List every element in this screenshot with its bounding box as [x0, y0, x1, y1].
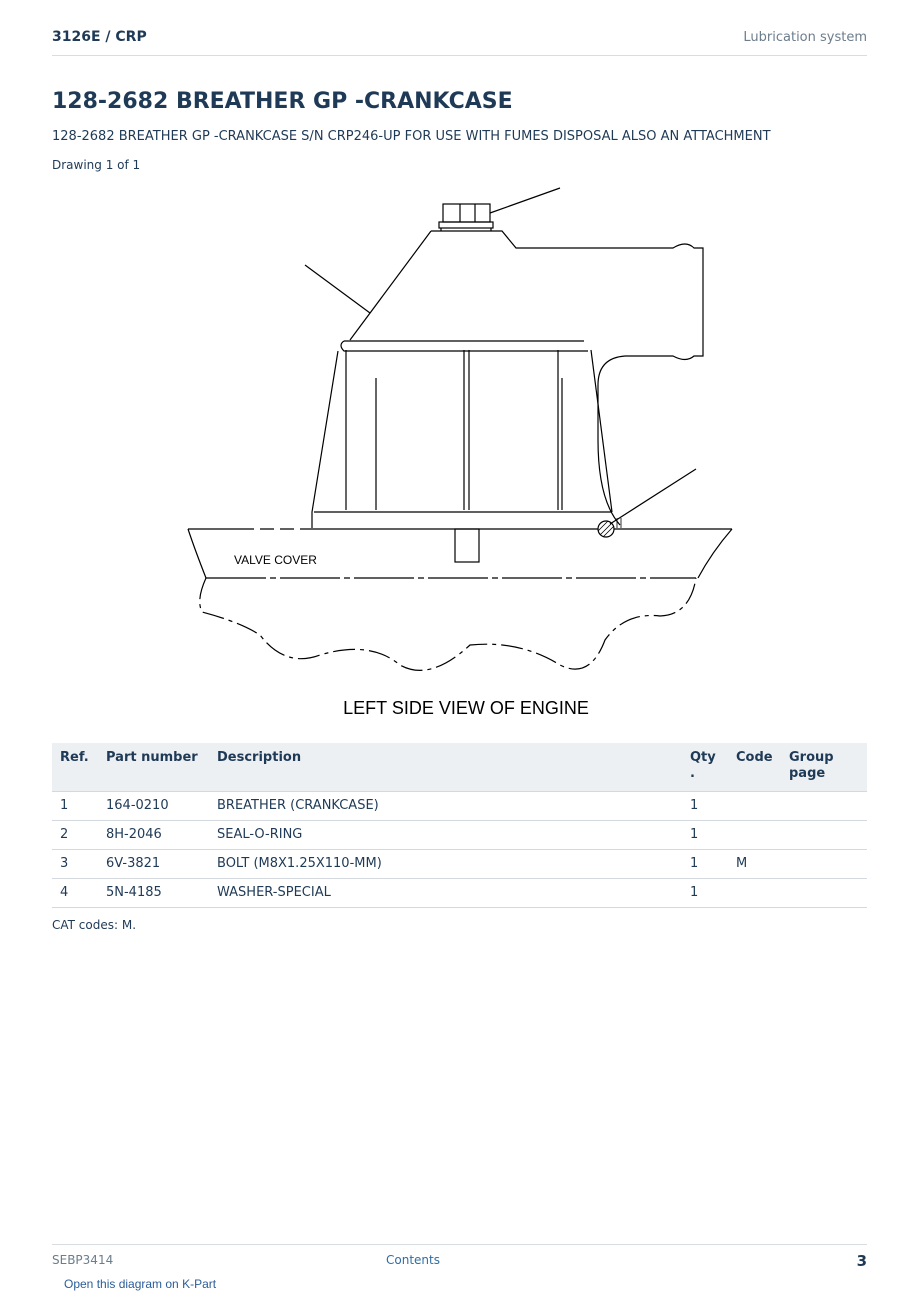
- breather-lower-body: [312, 351, 338, 528]
- cell-qty: 1: [682, 850, 728, 879]
- cell-group-page: [781, 879, 867, 908]
- col-header-description: Description: [209, 743, 682, 792]
- table-header-row: [52, 743, 867, 792]
- leader-line-housing: [305, 265, 370, 313]
- breather-left-slope: [350, 231, 431, 340]
- cell-part-number: 8H-2046: [98, 821, 209, 850]
- cell-group-page: [781, 821, 867, 850]
- open-kpart-link[interactable]: Open this diagram on K-Part: [64, 1277, 217, 1291]
- table-row: [52, 821, 867, 850]
- cell-qty: 1: [682, 792, 728, 821]
- leader-line-seal: [610, 469, 696, 524]
- cell-code: [728, 879, 781, 908]
- diagram-caption: LEFT SIDE VIEW OF ENGINE: [343, 698, 589, 718]
- cell-code: M: [728, 850, 781, 879]
- page-header: [52, 28, 867, 56]
- cell-code: [728, 792, 781, 821]
- footer-divider: [52, 1244, 867, 1245]
- cell-ref: 1: [52, 792, 98, 821]
- cell-ref: 2: [52, 821, 98, 850]
- cell-code: [728, 821, 781, 850]
- breather-top-housing: [431, 231, 703, 525]
- leader-line-bolt: [490, 188, 560, 213]
- cell-description: SEAL-O-RING: [209, 821, 682, 850]
- engine-broken-outline: [200, 578, 696, 670]
- cell-qty: 1: [682, 879, 728, 908]
- drawing-count: Drawing 1 of 1: [52, 158, 141, 172]
- cell-ref: 4: [52, 879, 98, 908]
- valve-cover-label: VALVE COVER: [234, 553, 317, 567]
- col-header-qty: Qty .: [682, 743, 728, 792]
- cell-group-page: [781, 850, 867, 879]
- page-number: 3: [856, 1252, 867, 1270]
- col-header-ref: Ref.: [52, 743, 98, 792]
- col-header-group-page: Group page: [781, 743, 867, 792]
- cell-part-number: 164-0210: [98, 792, 209, 821]
- col-header-code: Code: [728, 743, 781, 792]
- cell-qty: 1: [682, 821, 728, 850]
- cat-codes-note: CAT codes: M.: [52, 918, 137, 932]
- model-label: 3126E / CRP: [52, 29, 147, 45]
- cell-ref: 3: [52, 850, 98, 879]
- parts-diagram: [0, 180, 920, 730]
- col-header-part-number: Part number: [98, 743, 209, 792]
- cell-description: BOLT (M8X1.25X110-MM): [209, 850, 682, 879]
- cell-part-number: 6V-3821: [98, 850, 209, 879]
- cell-group-page: [781, 792, 867, 821]
- parts-table: [52, 743, 867, 908]
- table-row: [52, 879, 867, 908]
- contents-link[interactable]: Contents: [386, 1253, 440, 1267]
- cell-part-number: 5N-4185: [98, 879, 209, 908]
- cell-description: WASHER-SPECIAL: [209, 879, 682, 908]
- bolt-part: [439, 204, 493, 231]
- cell-description: BREATHER (CRANKCASE): [209, 792, 682, 821]
- page-title: 128-2682 BREATHER GP -CRANKCASE: [52, 89, 513, 114]
- document-id: SEBP3414: [52, 1253, 114, 1267]
- table-row: [52, 792, 867, 821]
- page-subtitle: 128-2682 BREATHER GP -CRANKCASE S/N CRP246-UP FOR USE WITH FUMES DISPOSAL ALSO AN ATTACHMENT: [52, 129, 771, 144]
- table-row: [52, 850, 867, 879]
- section-label: Lubrication system: [743, 30, 867, 45]
